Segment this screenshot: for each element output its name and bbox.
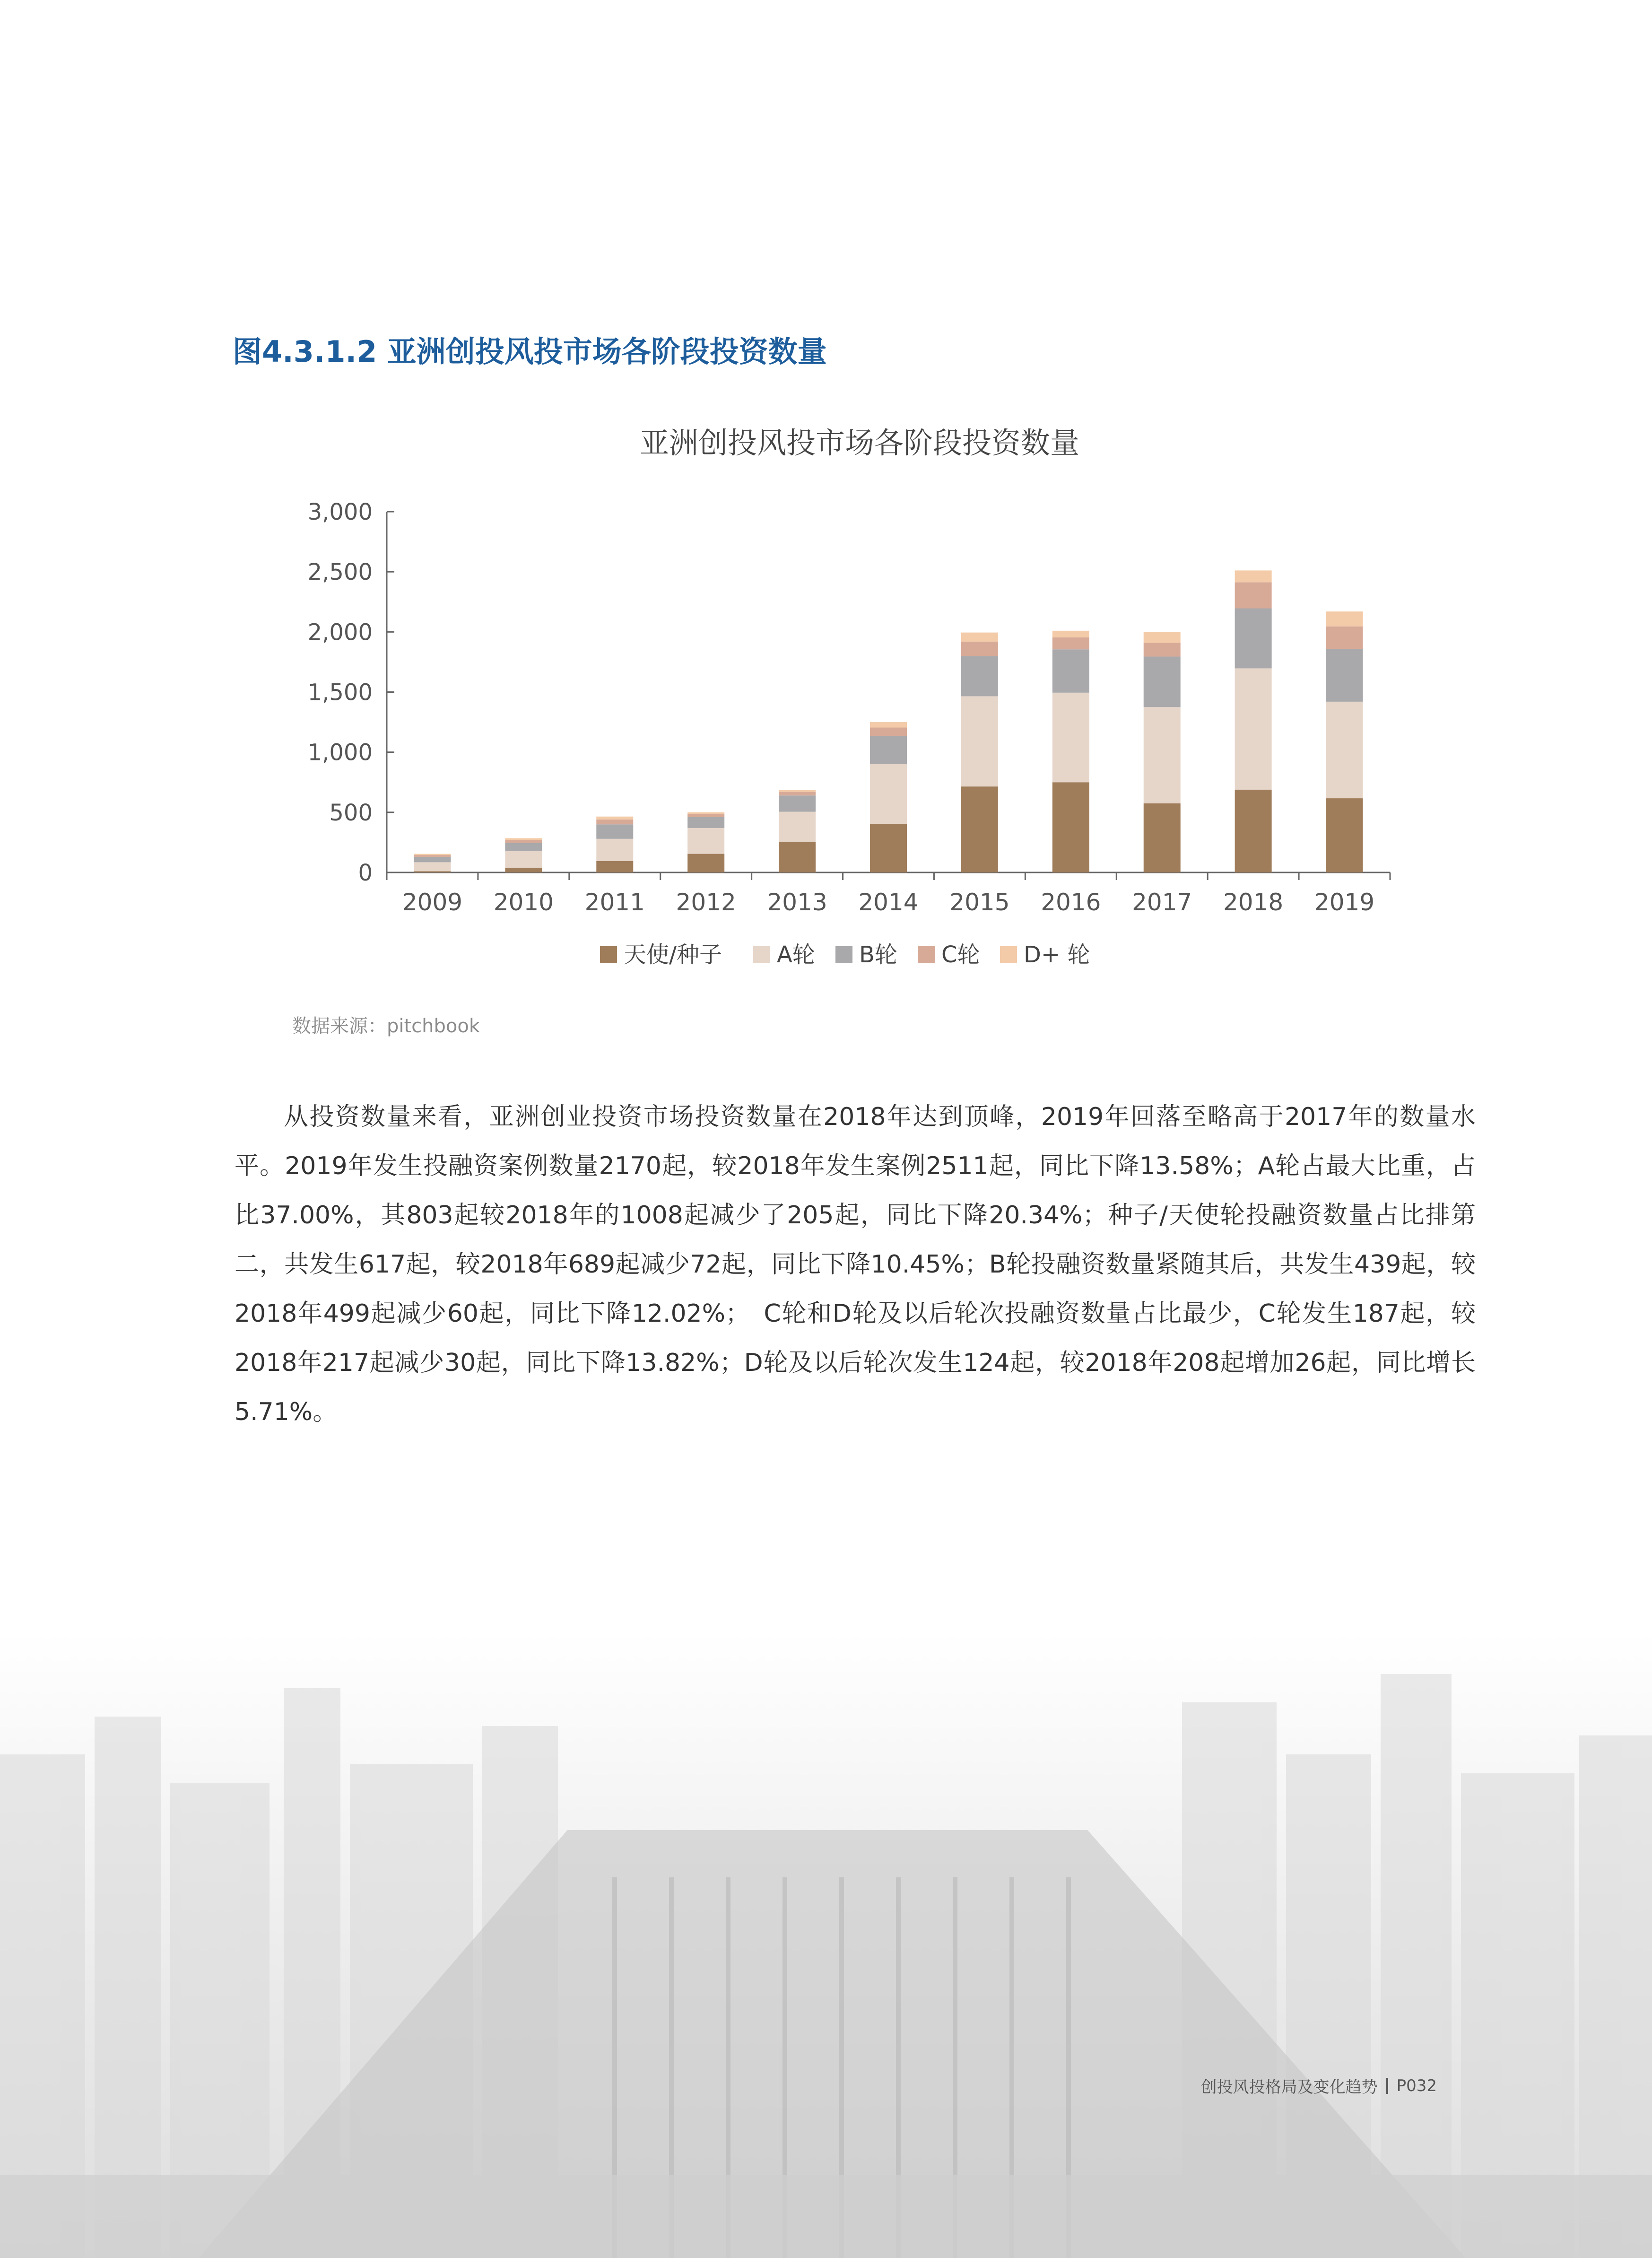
bar-segment <box>414 871 451 872</box>
bar-segment <box>1326 611 1363 627</box>
bar-segment <box>779 790 816 792</box>
bar-segment <box>1052 631 1089 637</box>
x-tick-label: 2014 <box>858 889 919 916</box>
x-tick-label: 2017 <box>1132 889 1192 916</box>
stacked-bar-chart <box>0 407 1652 1003</box>
bar-segment <box>870 736 907 764</box>
bar-segment <box>1052 637 1089 649</box>
bar-segment <box>687 828 724 854</box>
legend-swatch <box>835 946 852 963</box>
bar-segment <box>1144 656 1181 707</box>
bar-segment <box>596 824 633 839</box>
x-tick-label: 2010 <box>493 889 554 916</box>
legend-label: D+ 轮 <box>1024 942 1090 968</box>
bar-segment <box>1144 707 1181 803</box>
chart-title: 亚洲创投风投市场各阶段投资数量 <box>639 426 1080 460</box>
bar-segment <box>505 840 542 843</box>
bar-segment <box>505 868 542 872</box>
x-tick-label: 2016 <box>1041 889 1101 916</box>
bar-segment <box>596 817 633 820</box>
legend-label: A轮 <box>777 942 815 968</box>
x-tick-label: 2012 <box>676 889 736 916</box>
bar-segment <box>596 861 633 872</box>
bar-segment <box>961 696 998 786</box>
bar-segment <box>961 656 998 696</box>
y-tick-label: 2,500 <box>307 559 373 586</box>
bar-segment <box>870 764 907 824</box>
x-tick-label: 2015 <box>949 889 1010 916</box>
bar-segment <box>870 728 907 736</box>
legend-swatch <box>753 946 770 963</box>
bar-segment <box>1052 782 1089 872</box>
bar-segment <box>779 812 816 842</box>
bar-segment <box>687 817 724 828</box>
page-footer <box>1201 2074 1437 2097</box>
bar-segment <box>1326 649 1363 702</box>
x-tick-label: 2018 <box>1223 889 1284 916</box>
legend-label: C轮 <box>941 942 980 968</box>
bar-segment <box>596 820 633 824</box>
bar-segment <box>1326 702 1363 798</box>
y-tick-label: 2,000 <box>307 619 373 646</box>
bar-segment <box>414 854 451 855</box>
x-tick-label: 2011 <box>584 889 645 916</box>
y-tick-label: 3,000 <box>307 499 373 525</box>
bar-segment <box>1235 608 1272 668</box>
bar-segment <box>414 857 451 862</box>
legend-swatch <box>1000 946 1017 963</box>
bar-segment <box>596 839 633 861</box>
x-tick-label: 2013 <box>767 889 827 916</box>
y-tick-label: 0 <box>358 860 373 886</box>
bar-segment <box>1235 668 1272 789</box>
bar-segment <box>505 843 542 851</box>
bar-segment <box>1235 790 1272 872</box>
legend-label: B轮 <box>859 942 897 968</box>
bar-segment <box>687 814 724 817</box>
y-tick-label: 1,000 <box>307 739 373 766</box>
bar-segment <box>414 855 451 857</box>
bar-segment <box>505 851 542 868</box>
bar-segment <box>961 633 998 642</box>
figure-title: 图4.3.1.2 亚洲创投风投市场各阶段投资数量 <box>233 334 827 369</box>
bar-segment <box>1052 649 1089 693</box>
bar-segment <box>870 824 907 872</box>
x-tick-label: 2009 <box>402 889 463 916</box>
data-source-note: 数据来源：pitchbook <box>292 1015 480 1037</box>
bar-segment <box>1235 570 1272 582</box>
bar-segment <box>961 642 998 656</box>
bar-segment <box>1052 693 1089 782</box>
bar-segment <box>961 786 998 872</box>
legend-swatch <box>600 946 617 963</box>
bar-segment <box>1326 627 1363 649</box>
bar-segment <box>1235 582 1272 608</box>
bar-segment <box>1144 632 1181 643</box>
footer-title: 创投风投格局及变化趋势 <box>1200 2078 1378 2097</box>
bar-segment <box>870 722 907 727</box>
bar-segment <box>687 812 724 814</box>
bar-segment <box>779 795 816 811</box>
bar-segment <box>1144 803 1181 872</box>
bar-segment <box>1326 798 1363 872</box>
body-paragraph <box>235 1092 1476 1437</box>
legend-label: 天使/种子 <box>624 942 722 968</box>
bar-segment <box>779 792 816 796</box>
page-number: P032 <box>1396 2076 1437 2095</box>
bar-segment <box>505 838 542 840</box>
bar-segment <box>779 842 816 872</box>
bar-segment <box>414 862 451 871</box>
x-tick-label: 2019 <box>1314 889 1375 916</box>
bar-segment <box>687 854 724 872</box>
legend-swatch <box>918 946 935 963</box>
background-cityscape <box>0 1631 1652 2258</box>
footer-separator <box>1386 2078 1388 2094</box>
body-paragraph-text: 从投资数量来看，亚洲创业投资市场投资数量在2018年达到顶峰，2019年回落至略高于2017年的数量水平。2019年发生投融资案例数量2170起，较2018年发生案例2511起，同比下降13.58%；A轮占最大比重，占比37.00%，其803起较2018年的1008起减少了205起，同比下降20.34%；种子/天使轮投融资数量占比排第二，共发生617起，较2018年689起减少72起，同比下降10.45%；B轮投融资数量紧随其后，共发生439起，较2018年499起减少60起，同比下降12.02%； C轮和D轮及以后轮次投融资数量占比最少，C轮发生187起，较2018年217起减少30起，同比下降13.82%；D轮及以后轮次发生124起，较2018年208起增加26起，同比增长5.71%。 <box>235 1103 1476 1426</box>
y-tick-label: 500 <box>329 799 373 826</box>
bar-segment <box>1144 643 1181 656</box>
y-tick-label: 1,500 <box>307 679 373 706</box>
